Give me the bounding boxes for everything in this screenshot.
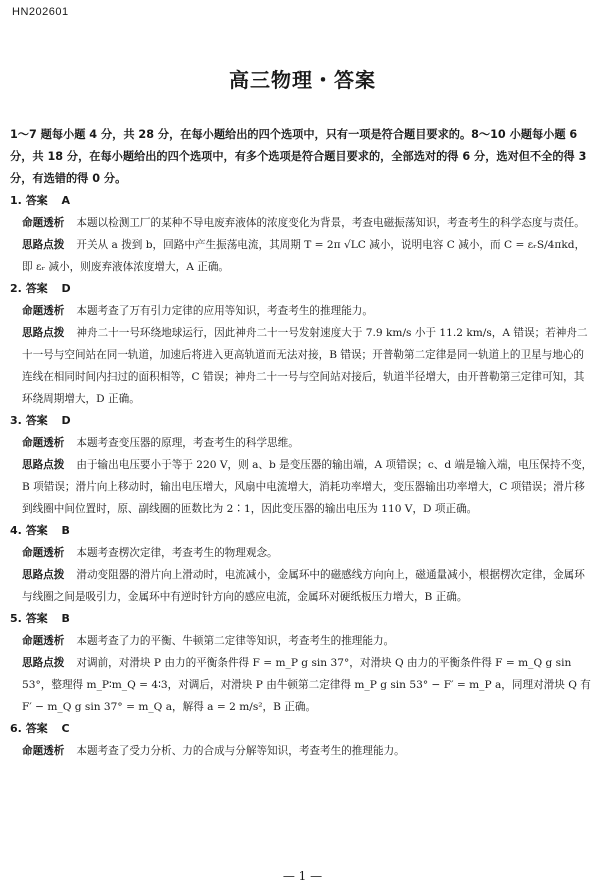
answer-line — [10, 278, 593, 300]
hint-label: 思路点拨 — [22, 657, 65, 669]
intent-paragraph — [10, 630, 593, 652]
answer-label: 答案 — [25, 612, 48, 625]
hint-paragraph — [10, 652, 593, 718]
answer-value: B — [61, 612, 70, 625]
question-number: 1. — [10, 194, 22, 207]
answer-value: A — [61, 194, 71, 207]
answer-label: 答案 — [25, 282, 48, 295]
page-number: — 1 — — [282, 869, 323, 883]
page-title: 高三物理・答案 — [229, 68, 376, 92]
answer-item — [10, 190, 593, 278]
hint-paragraph — [10, 234, 593, 278]
answer-item — [10, 410, 593, 520]
question-number: 3. — [10, 414, 22, 427]
intent-text: 本题考查楞次定律，考查考生的物理观念。 — [76, 547, 278, 559]
hint-text: 对调前，对滑块 P 由力的平衡条件得 F = m_P g sin 37°，对滑块 Q 由力的平衡条件得 F = m_Q g sin 53°，整理得 m_P∶m_Q = 4∶3，对调后，对滑块 P 由牛顿第二定律得 m_P g sin 53° − F′ = m_P a，同理对滑块 Q 有 F′ − m_Q g sin 37° = m_Q a，解得 a = 2 m/s²，B 正确。 — [22, 657, 591, 713]
answer-line — [10, 410, 593, 432]
answer-value: C — [61, 722, 70, 735]
hint-text: 开关从 a 拨到 b，回路中产生振荡电流，其周期 T = 2π √LC 减小，说明电容 C 减小，而 C = εᵣS/4πkd，即 εᵣ 减小，则废弃液体浓度增大，A 正确。 — [22, 239, 586, 273]
hint-label: 思路点拨 — [22, 569, 65, 581]
document-code: HN202601 — [12, 6, 69, 18]
answer-item — [10, 608, 593, 718]
hint-paragraph — [10, 564, 593, 608]
intent-label: 命题透析 — [22, 635, 65, 647]
intent-text: 本题考查了受力分析、力的合成与分解等知识，考查考生的推理能力。 — [76, 745, 405, 757]
answer-value: B — [61, 524, 70, 537]
hint-text: 神舟二十一号环绕地球运行，因此神舟二十一号发射速度大于 7.9 km/s 小于 11.2 km/s，A 错误；若神舟二十一号与空间站在同一轨道，加速后将进入更高轨道而无法对接，B 错误；开普勒第二定律是同一轨道上的卫星与地心的连线在相同时间内扫过的面积相等，C 错误；神舟二十一号与空间站对接后，轨道半径增大，由开普勒第三定律可知，其环绕周期增大，D 正确。 — [22, 327, 588, 405]
scoring-instructions: 1～7 题每小题 4 分，共 28 分，在每小题给出的四个选项中，只有一项是符合题目要求的。8～10 小题每小题 6 分，共 18 分，在每小题给出的四个选项中，有多个选项是符合题目要求的，全部选对的得 6 分，选对但不全的得 3 分，有选错的得 0 分。 — [10, 128, 587, 185]
answer-line — [10, 190, 593, 212]
answer-label: 答案 — [25, 722, 48, 735]
hint-text: 由于输出电压要小于等于 220 V，则 a、b 是变压器的输出端，A 项错误；c、d 端是输入端，电压保持不变，B 项错误；滑片向上移动时，输出电压增大，风扇中电流增大，消耗功率增大，变压器输出功率增大，C 项错误；滑片移到线圈中间位置时，原、副线圈的匝数比为 2∶1，因此变压器的输出电压为 110 V，D 项正确。 — [22, 459, 593, 515]
answer-label: 答案 — [25, 524, 48, 537]
intent-text: 本题以检测工厂的某种不导电废弃液体的浓度变化为背景，考查电磁振荡知识，考查考生的科学态度与责任。 — [76, 217, 585, 229]
hint-paragraph — [10, 322, 593, 410]
hint-label: 思路点拨 — [22, 459, 65, 471]
answer-item — [10, 718, 593, 762]
intent-label: 命题透析 — [22, 305, 65, 317]
intent-paragraph — [10, 542, 593, 564]
intent-label: 命题透析 — [22, 547, 65, 559]
intent-paragraph — [10, 300, 593, 322]
intent-paragraph — [10, 432, 593, 454]
answer-value: D — [61, 414, 71, 427]
answer-line — [10, 718, 593, 740]
intent-text: 本题考查变压器的原理，考查考生的科学思维。 — [76, 437, 299, 449]
answer-line — [10, 608, 593, 630]
hint-text: 滑动变阻器的滑片向上滑动时，电流减小，金属环中的磁感线方向向上，磁通量减小，根据楞次定律，金属环与线圈之间是吸引力，金属环中有逆时针方向的感应电流，金属环对硬纸板压力增大，B 正确。 — [22, 569, 585, 603]
answer-label: 答案 — [25, 414, 48, 427]
intent-text: 本题考查了力的平衡、牛顿第二定律等知识，考查考生的推理能力。 — [76, 635, 395, 647]
intent-text: 本题考查了万有引力定律的应用等知识，考查考生的推理能力。 — [76, 305, 373, 317]
hint-label: 思路点拨 — [22, 327, 65, 339]
hint-label: 思路点拨 — [22, 239, 65, 251]
intent-paragraph — [10, 740, 593, 762]
intent-label: 命题透析 — [22, 217, 65, 229]
question-number: 4. — [10, 524, 22, 537]
answer-item — [10, 520, 593, 608]
hint-paragraph — [10, 454, 593, 520]
answer-label: 答案 — [25, 194, 48, 207]
answer-line — [10, 520, 593, 542]
intent-label: 命题透析 — [22, 437, 65, 449]
question-number: 5. — [10, 612, 22, 625]
answer-body — [10, 124, 593, 762]
question-number: 2. — [10, 282, 22, 295]
answer-item — [10, 278, 593, 410]
intent-label: 命题透析 — [22, 745, 65, 757]
answer-value: D — [61, 282, 71, 295]
question-number: 6. — [10, 722, 22, 735]
intent-paragraph — [10, 212, 593, 234]
